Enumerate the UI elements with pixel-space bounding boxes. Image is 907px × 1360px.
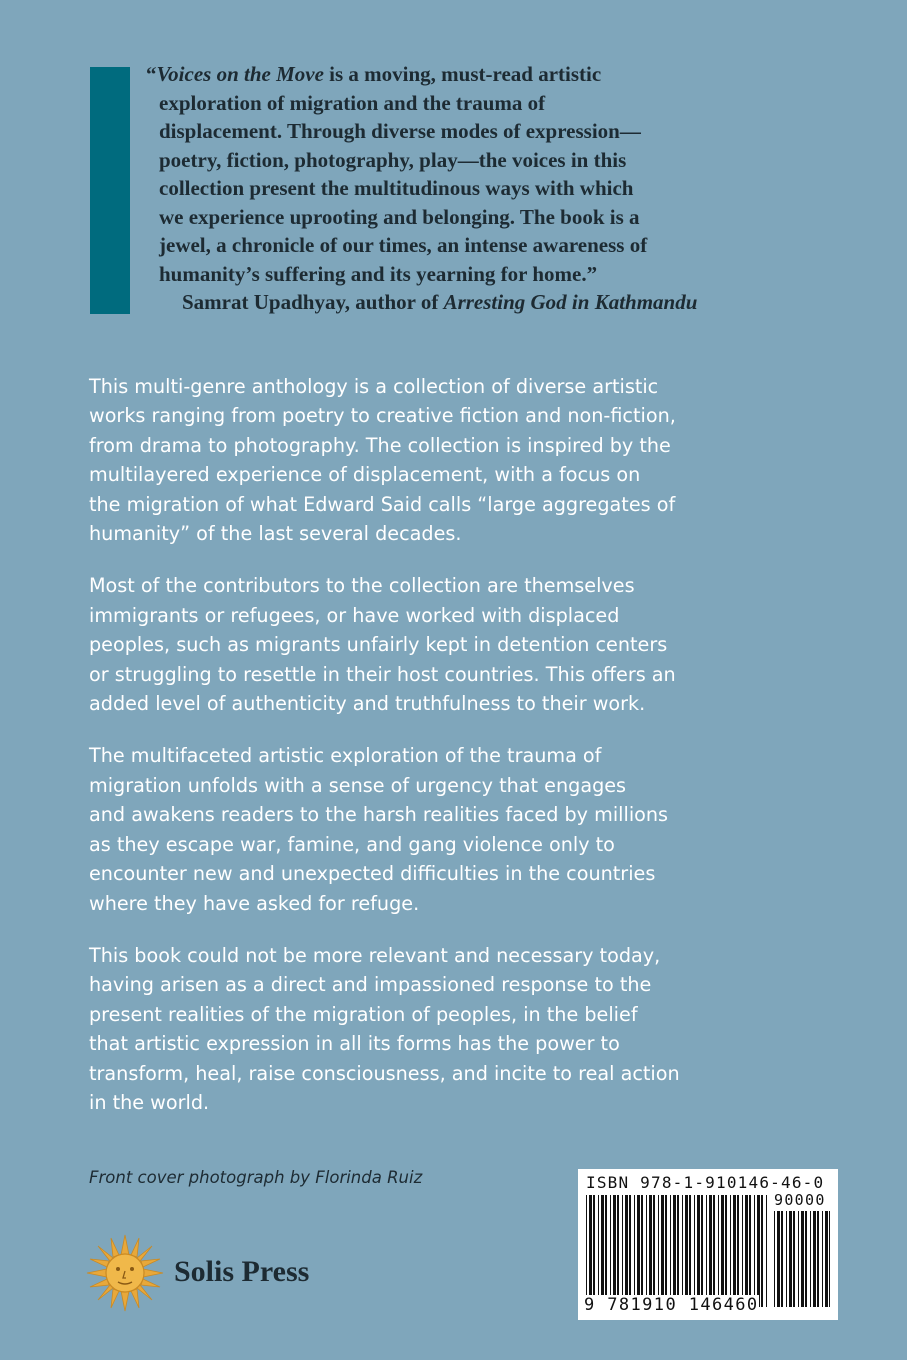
isbn-barcode <box>578 1169 838 1320</box>
isbn-text: ISBN 978-1-910146-46-0 <box>586 1173 825 1192</box>
description-line: from drama to photography. The collection is inspired by the <box>89 433 671 457</box>
description-line: the migration of what Edward Said calls “large aggregates of <box>89 492 676 516</box>
description-line: This book could not be more relevant and necessary today, <box>89 943 661 967</box>
description-line: encounter new and unexpected difficulties in the countries <box>89 862 656 886</box>
description-line: as they escape war, famine, and gang violence only to <box>89 832 615 856</box>
description-line: present realities of the migration of peoples, in the belief <box>89 1002 638 1026</box>
quote-line: humanity’s suffering and its yearning for home.” <box>159 261 598 286</box>
endorsement-quote <box>146 60 866 317</box>
quote-line: is a moving, must-read artistic <box>323 62 602 86</box>
publisher-name: Solis Press <box>174 1255 310 1288</box>
quote-line: exploration of migration and the trauma of <box>159 90 546 115</box>
quote-accent-bar <box>90 67 130 314</box>
description-line: and awakens readers to the harsh realities faced by millions <box>89 803 669 827</box>
book-title-italic: Voices on the Move <box>156 62 324 86</box>
description-line: peoples, such as migrants unfairly kept in detention centers <box>89 633 668 657</box>
publisher-logo <box>85 1233 345 1313</box>
description-line: where they have asked for refuge. <box>89 891 420 915</box>
description-line: This multi-genre anthology is a collection of diverse artistic <box>89 375 659 398</box>
attribution-book-title: Arresting God in Kathmandu <box>443 290 698 314</box>
description-line: added level of authenticity and truthfulness to their work. <box>89 692 646 716</box>
description-line: transform, heal, raise consciousness, and incite to real action <box>89 1061 680 1085</box>
description-paragraph <box>89 571 849 718</box>
attribution-author: Samrat Upadhyay, author of <box>182 290 444 314</box>
description-line: Most of the contributors to the collection are themselves <box>89 574 635 598</box>
quote-line: we experience uprooting and belonging. The book is a <box>159 204 640 229</box>
description-paragraph <box>89 372 849 548</box>
description-paragraph <box>89 941 849 1117</box>
open-quote-mark: “ <box>146 62 157 86</box>
description-line: or struggling to resettle in their host countries. This offers an <box>89 662 676 686</box>
quote-line: displacement. Through diverse modes of expression— <box>159 119 641 143</box>
description-line: The multifaceted artistic exploration of the trauma of <box>89 744 602 768</box>
description-line: multilayered experience of displacement, with a focus on <box>89 463 641 487</box>
quote-line: poetry, fiction, photography, play—the voices in this <box>159 147 627 172</box>
sun-face-icon <box>85 1233 165 1313</box>
book-description <box>89 372 849 1140</box>
description-line: humanity” of the last several decades. <box>89 522 462 546</box>
quote-attribution <box>146 288 866 317</box>
description-line: that artistic expression in all its forms has the power to <box>89 1032 620 1056</box>
price-code: 90000 <box>774 1191 826 1209</box>
description-line: immigrants or refugees, or have worked with displaced <box>89 603 620 627</box>
description-paragraph <box>89 741 849 917</box>
description-line: in the world. <box>89 1090 210 1114</box>
description-line: having arisen as a direct and impassioned response to the <box>89 973 652 997</box>
ean-digits: 9 781910 146460 <box>584 1295 759 1315</box>
description-line: works ranging from poetry to creative fiction and non-fiction, <box>89 404 676 428</box>
quote-line: jewel, a chronicle of our times, an intense awareness of <box>159 233 648 257</box>
quote-line: collection present the multitudinous ways with which <box>159 176 634 200</box>
photo-credit: Front cover photograph by Florinda Ruiz <box>89 1168 423 1187</box>
description-line: migration unfolds with a sense of urgency that engages <box>89 773 627 797</box>
